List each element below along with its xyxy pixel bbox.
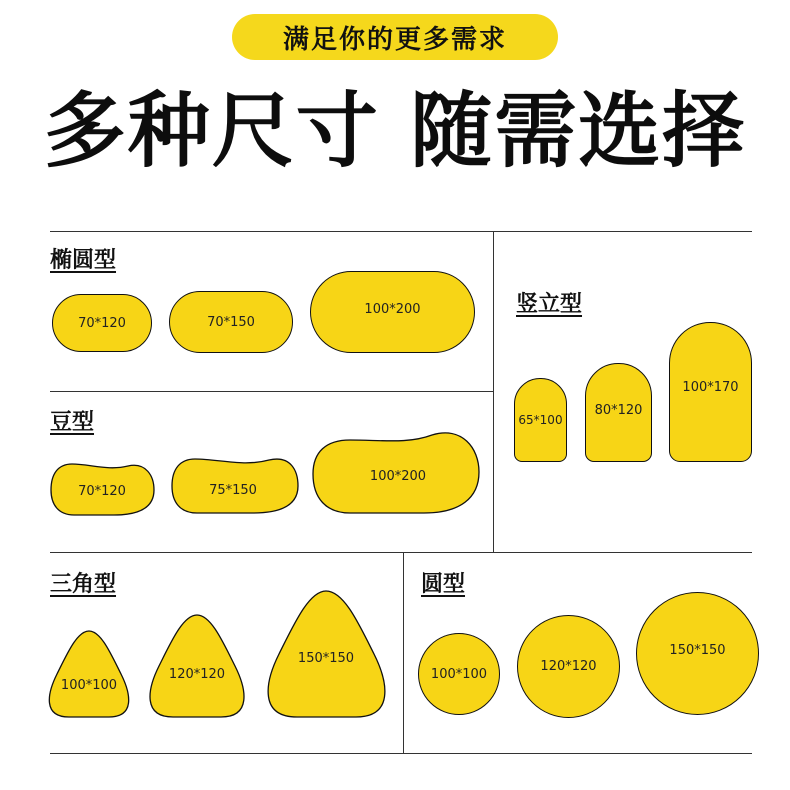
triangle-shape-medium <box>147 614 247 718</box>
divider-middle <box>50 552 752 553</box>
size-label: 150*150 <box>297 651 355 666</box>
section-title-bean: 豆型 <box>50 410 95 435</box>
size-label: 70*120 <box>78 315 126 331</box>
page-title: 多种尺寸 随需选择 <box>43 84 747 179</box>
size-label: 150*150 <box>669 643 726 658</box>
section-title-oval: 椭圆型 <box>50 248 117 273</box>
size-label: 120*120 <box>168 667 226 682</box>
upright-shape-medium <box>585 363 652 462</box>
upright-shape-large <box>669 322 752 462</box>
bean-shape-small <box>50 462 155 516</box>
circle-shape-small <box>418 633 500 715</box>
divider-right-column <box>493 231 494 553</box>
section-title-upright: 竖立型 <box>516 292 583 317</box>
upright-shape-small <box>514 378 567 462</box>
circle-shape-medium <box>517 615 620 718</box>
oval-shape-large <box>310 271 475 353</box>
divider-bottom <box>50 753 752 754</box>
oval-shape-small <box>52 294 152 352</box>
size-label: 100*100 <box>430 666 488 682</box>
triangle-shape-small <box>47 630 131 718</box>
oval-shape-medium <box>169 291 293 353</box>
triangle-shape-large <box>264 590 389 718</box>
size-label: 65*100 <box>518 413 563 427</box>
section-title-round: 圆型 <box>421 572 466 597</box>
size-label: 70*120 <box>78 484 126 499</box>
tagline-badge: 满足你的更多需求 <box>232 14 558 60</box>
size-label: 100*170 <box>682 379 739 395</box>
size-label: 70*150 <box>207 314 255 330</box>
circle-shape-large <box>636 592 759 715</box>
size-label: 100*100 <box>60 678 118 693</box>
bean-shape-large <box>312 432 480 514</box>
divider-bottom-column <box>403 552 404 753</box>
size-label: 100*200 <box>364 301 421 317</box>
section-title-triangle: 三角型 <box>50 572 117 597</box>
size-label: 80*120 <box>594 403 643 418</box>
size-label: 120*120 <box>540 659 597 674</box>
divider-top <box>50 231 752 232</box>
divider-oval-bean <box>50 391 493 392</box>
size-label: 100*200 <box>369 469 427 484</box>
bean-shape-medium <box>171 456 299 514</box>
size-label: 75*150 <box>209 483 257 498</box>
